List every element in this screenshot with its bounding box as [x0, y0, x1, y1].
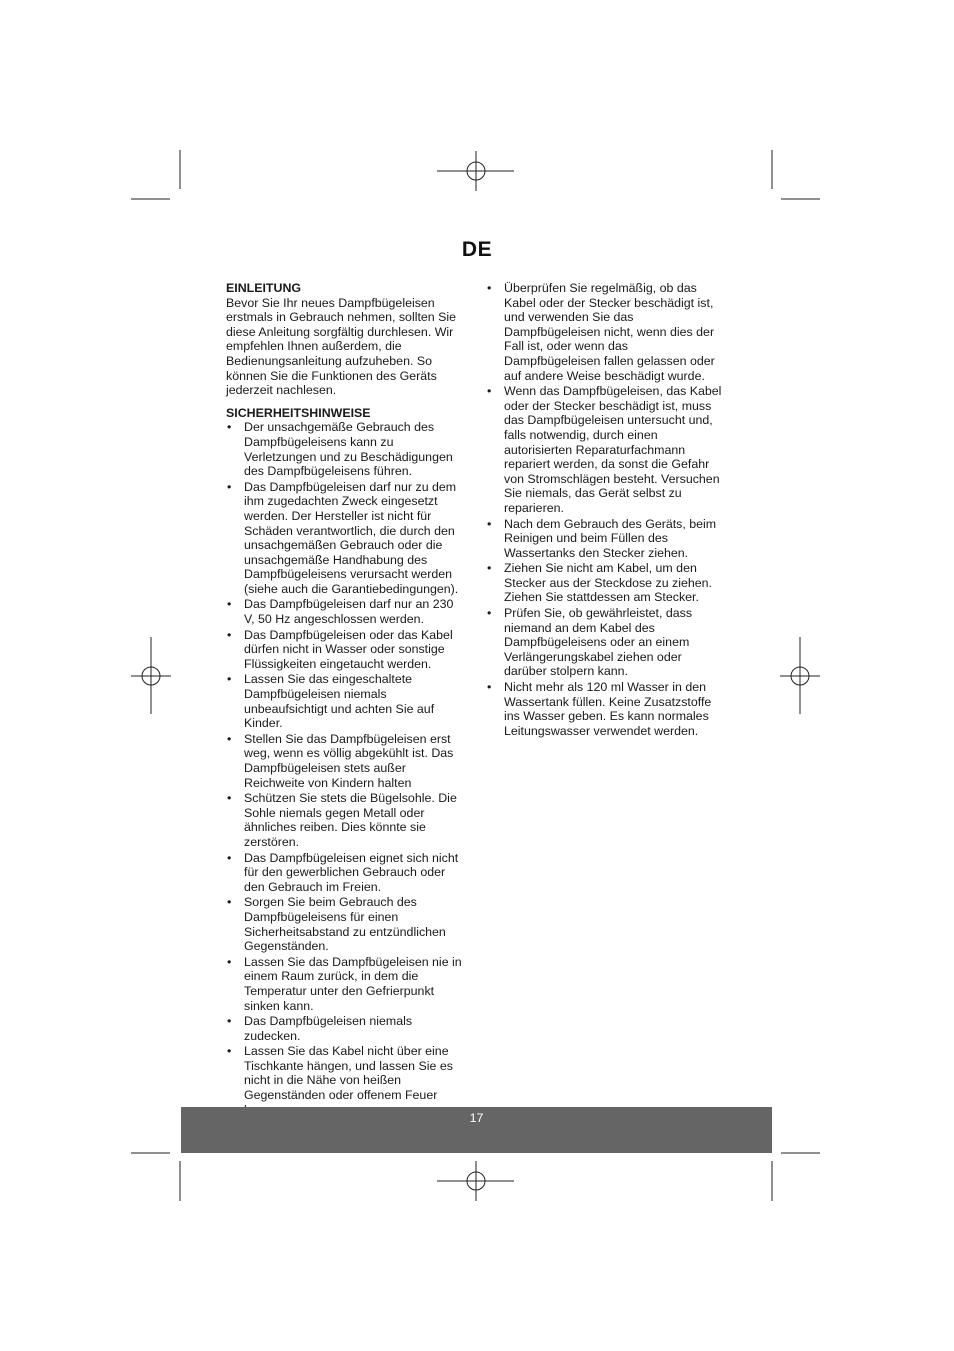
- list-item: • Lassen Sie das eingeschaltete Dampfbügeleisen niemals unbeaufsichtigt und achten Sie auf Kinder.: [226, 672, 466, 730]
- list-item: • Lassen Sie das Dampfbügeleisen nie in einem Raum zurück, in dem die Temperatur unter den Gefrierpunkt sinken kann.: [226, 955, 466, 1013]
- list-item: • Das Dampfbügeleisen oder das Kabel dürfen nicht in Wasser oder sonstige Flüssigkeiten eingetaucht werden.: [226, 628, 466, 672]
- list-item: • Prüfen Sie, ob gewährleistet, dass niemand an dem Kabel des Dampfbügeleisens oder an einem Verlängerungskabel ziehen oder darüber stolpern kann.: [486, 606, 726, 679]
- list-item: • Das Dampfbügeleisen niemals zudecken.: [226, 1014, 466, 1043]
- safety-heading: SICHERHEITSHINWEISE: [226, 405, 371, 420]
- footer-band: [181, 1107, 772, 1153]
- left-column: [226, 281, 466, 1118]
- list-item: • Nicht mehr als 120 ml Wasser in den Wassertank füllen. Keine Zusatzstoffe ins Wasser geben. Es kann normales Leitungswasser verwendet werden.: [486, 680, 726, 738]
- list-item: • Überprüfen Sie regelmäßig, ob das Kabel oder der Stecker beschädigt ist, und verwenden Sie das Dampfbügeleisen nicht, wenn dies der Fall ist, oder wenn das Dampfbügeleisen fallen gelassen oder auf andere Weise beschädigt wurde.: [486, 281, 726, 383]
- list-item: • Das Dampfbügeleisen darf nur an 230 V, 50 Hz angeschlossen werden.: [226, 597, 466, 626]
- right-column: [486, 281, 726, 739]
- registration-target-icon: [437, 1161, 514, 1201]
- registration-target-icon: [437, 151, 514, 191]
- page-number: 17: [469, 1111, 484, 1125]
- intro-heading: EINLEITUNG: [226, 281, 302, 295]
- list-item: • Das Dampfbügeleisen darf nur zu dem ihm zugedachten Zweck eingesetzt werden. Der Hersteller ist nicht für Schäden verantwortlich, die durch den unsachgemäßen Gebrauch oder die unsachgemäße Handhabung des Dampfbügeleisens verursacht werden (siehe auch die Garantiebedingungen).: [226, 480, 466, 597]
- list-item: • Schützen Sie stets die Bügelsohle. Die Sohle niemals gegen Metall oder ähnliches reiben. Dies könnte sie zerstören.: [226, 791, 466, 849]
- intro-paragraph: Bevor Sie Ihr neues Dampfbügeleisen erstmals in Gebrauch nehmen, sollten Sie diese Anleitung sorgfältig durchlesen. Wir empfehlen Ihnen außerdem, die Bedienungsanleitung aufzuheben. So können Sie die Funktionen des Geräts jederzeit nachlesen.: [226, 295, 457, 398]
- registration-target-icon: [780, 637, 820, 714]
- list-item: • Wenn das Dampfbügeleisen, das Kabel oder der Stecker beschädigt ist, muss das Dampfbügeleisen untersucht und, falls notwendig, durch einen autorisierten Reparaturfachmann repariert werden, da sonst die Gefahr von Stromschlägen besteht. Versuchen Sie niemals, das Gerät selbst zu reparieren.: [486, 384, 726, 515]
- list-item: • Sorgen Sie beim Gebrauch des Dampfbügeleisens für einen Sicherheitsabstand zu entzündlichen Gegenständen.: [226, 895, 466, 953]
- list-item: • Lassen Sie das Kabel nicht über eine Tischkante hängen, und lassen Sie es nicht in die Nähe von heißen Gegenständen oder offenem Feuer: [226, 1044, 466, 1117]
- list-item: • Der unsachgemäße Gebrauch des Dampfbügeleisens kann zu Verletzungen und zu Beschädigungen des Dampfbügeleisens führen.: [226, 420, 466, 478]
- list-item: • Ziehen Sie nicht am Kabel, um den Stecker aus der Steckdose zu ziehen. Ziehen Sie stattdessen am Stecker.: [486, 561, 726, 605]
- safety-list-left: [226, 420, 466, 1117]
- registration-target-icon: [131, 637, 171, 714]
- list-item: • Stellen Sie das Dampfbügeleisen erst weg, wenn es völlig abgekühlt ist. Das Dampfbügeleisen stets außer Reichweite von Kindern halten: [226, 732, 466, 790]
- language-heading: DE: [461, 238, 493, 261]
- list-item: • Nach dem Gebrauch des Geräts, beim Reinigen und beim Füllen des Wassertanks den Stecker ziehen.: [486, 517, 726, 561]
- safety-list-right: [486, 281, 726, 738]
- list-item: • Das Dampfbügeleisen eignet sich nicht für den gewerblichen Gebrauch oder den Gebrauch im Freien.: [226, 851, 466, 895]
